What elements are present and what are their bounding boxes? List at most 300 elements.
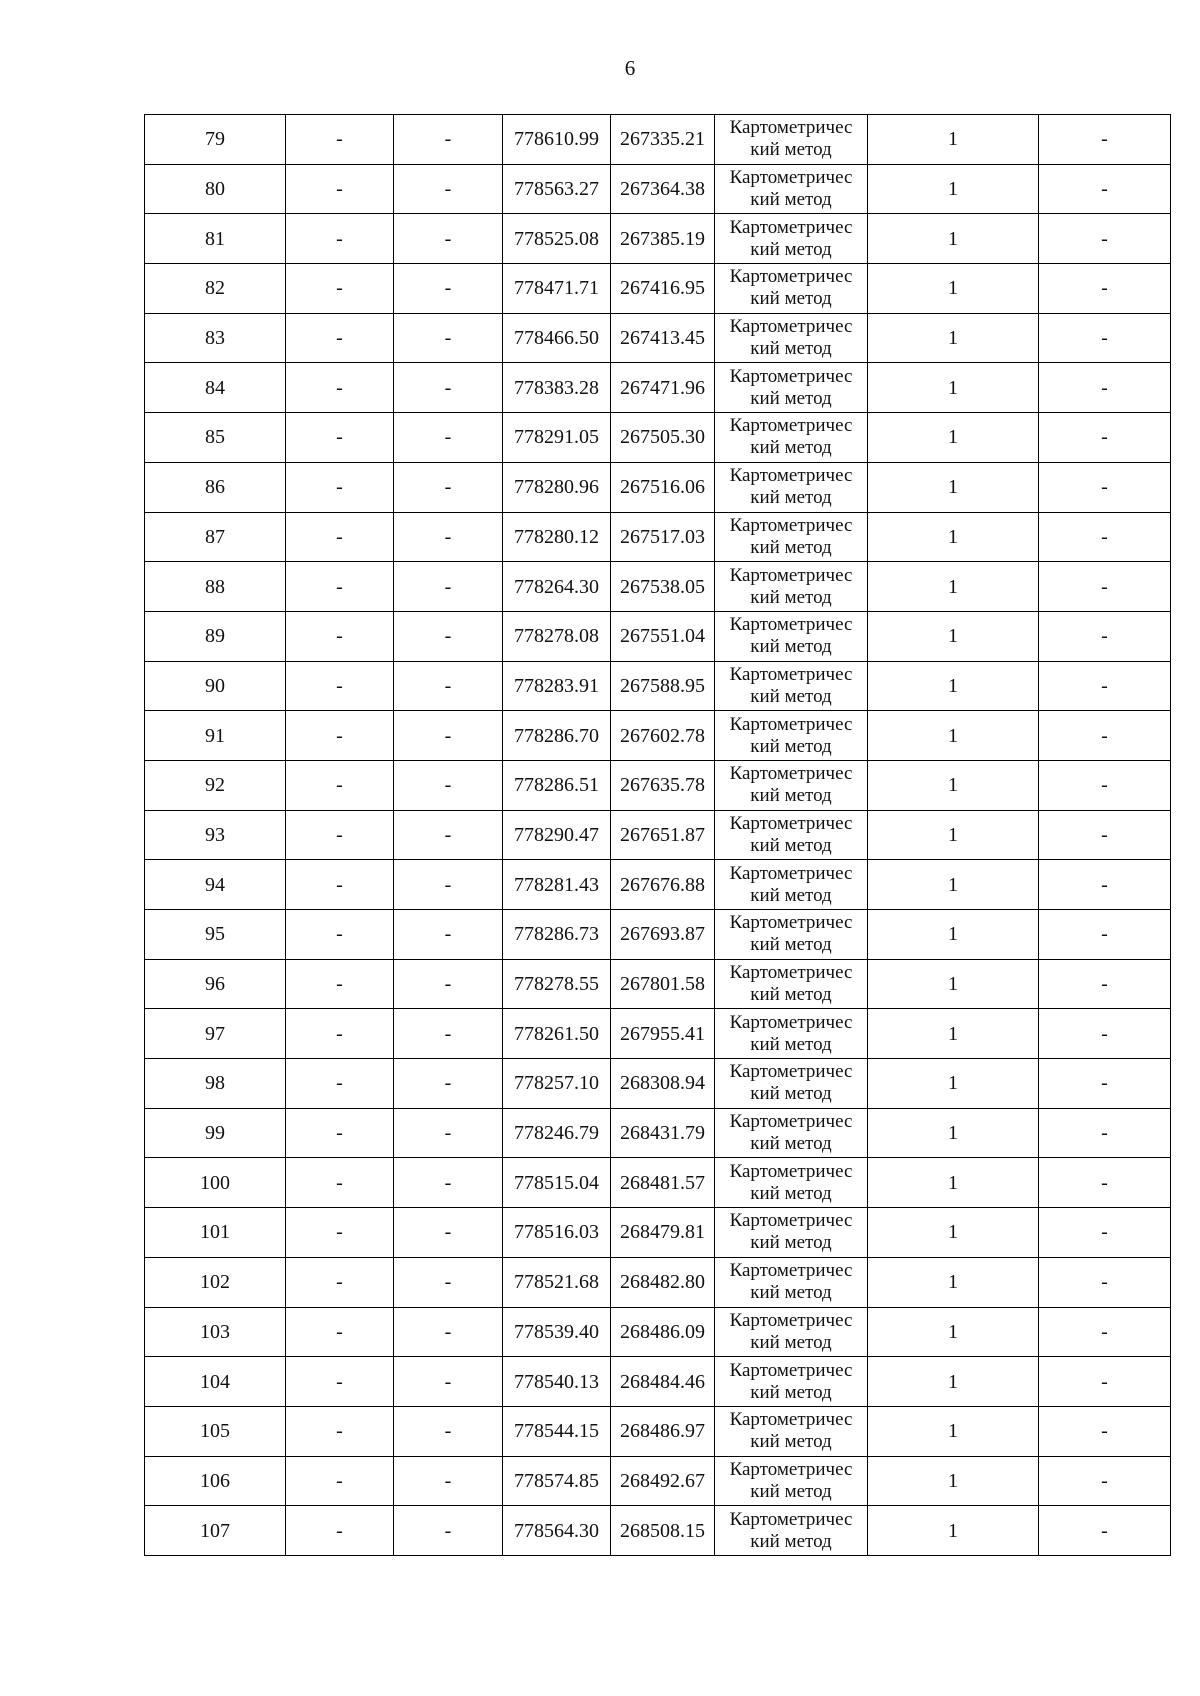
coord-y-cell: 268492.67 [611,1456,715,1506]
method-cell [715,363,868,413]
point-number-cell: 93 [145,810,286,860]
method-line-2: кий метод [750,437,832,459]
empty-dash-cell: - [286,512,394,562]
method-cell [715,910,868,960]
empty-dash-cell: - [286,1357,394,1407]
empty-dash-cell: - [394,959,503,1009]
table-row [145,264,1171,314]
empty-dash-cell: - [1039,910,1171,960]
point-number-cell: 95 [145,910,286,960]
method-line-2: кий метод [750,189,832,211]
point-number-cell: 106 [145,1456,286,1506]
point-number-cell: 83 [145,313,286,363]
accuracy-cell: 1 [868,1307,1039,1357]
point-number-cell: 91 [145,711,286,761]
method-line-2: кий метод [750,1083,832,1105]
table-row [145,413,1171,463]
accuracy-cell: 1 [868,711,1039,761]
method-line-1: Картометричес [729,763,853,785]
coord-x-cell: 778280.96 [503,462,611,512]
empty-dash-cell: - [286,1158,394,1208]
table-row [145,462,1171,512]
method-line-1: Картометричес [729,1061,853,1083]
method-cell [715,313,868,363]
accuracy-cell: 1 [868,1506,1039,1556]
method-line-2: кий метод [750,1282,832,1304]
empty-dash-cell: - [286,363,394,413]
coord-x-cell: 778540.13 [503,1357,611,1407]
coord-y-cell: 268482.80 [611,1257,715,1307]
empty-dash-cell: - [286,760,394,810]
empty-dash-cell: - [1039,810,1171,860]
coord-y-cell: 267516.06 [611,462,715,512]
method-line-2: кий метод [750,487,832,509]
method-line-1: Картометричес [729,614,853,636]
empty-dash-cell: - [1039,313,1171,363]
point-number-cell: 84 [145,363,286,413]
method-cell [715,562,868,612]
coord-y-cell: 267602.78 [611,711,715,761]
coord-x-cell: 778278.08 [503,611,611,661]
empty-dash-cell: - [286,413,394,463]
table-row [145,1307,1171,1357]
table-row [145,1257,1171,1307]
accuracy-cell: 1 [868,1208,1039,1258]
coord-x-cell: 778383.28 [503,363,611,413]
table-row [145,611,1171,661]
method-cell [715,711,868,761]
coord-x-cell: 778246.79 [503,1108,611,1158]
coord-y-cell: 267538.05 [611,562,715,612]
table-row [145,562,1171,612]
empty-dash-cell: - [1039,1108,1171,1158]
table-row [145,313,1171,363]
accuracy-cell: 1 [868,1257,1039,1307]
coord-x-cell: 778525.08 [503,214,611,264]
method-cell [715,1357,868,1407]
accuracy-cell: 1 [868,115,1039,165]
coord-x-cell: 778280.12 [503,512,611,562]
empty-dash-cell: - [394,363,503,413]
empty-dash-cell: - [286,1108,394,1158]
coord-y-cell: 268431.79 [611,1108,715,1158]
empty-dash-cell: - [286,959,394,1009]
coord-x-cell: 778466.50 [503,313,611,363]
method-line-1: Картометричес [729,912,853,934]
table-row [145,959,1171,1009]
empty-dash-cell: - [394,1257,503,1307]
coord-y-cell: 267551.04 [611,611,715,661]
coord-x-cell: 778610.99 [503,115,611,165]
empty-dash-cell: - [286,313,394,363]
coord-x-cell: 778261.50 [503,1009,611,1059]
point-number-cell: 89 [145,611,286,661]
table-row [145,1108,1171,1158]
coord-x-cell: 778281.43 [503,860,611,910]
table-row [145,115,1171,165]
empty-dash-cell: - [1039,1208,1171,1258]
empty-dash-cell: - [394,1059,503,1109]
empty-dash-cell: - [1039,1307,1171,1357]
point-number-cell: 101 [145,1208,286,1258]
method-cell [715,1307,868,1357]
method-line-2: кий метод [750,288,832,310]
table-row [145,1406,1171,1456]
coord-y-cell: 267471.96 [611,363,715,413]
accuracy-cell: 1 [868,1158,1039,1208]
accuracy-cell: 1 [868,860,1039,910]
method-cell [715,611,868,661]
accuracy-cell: 1 [868,760,1039,810]
accuracy-cell: 1 [868,1059,1039,1109]
method-line-2: кий метод [750,1133,832,1155]
coord-x-cell: 778290.47 [503,810,611,860]
empty-dash-cell: - [286,810,394,860]
coord-y-cell: 268486.09 [611,1307,715,1357]
method-line-2: кий метод [750,238,832,260]
method-line-1: Картометричес [729,663,853,685]
method-line-2: кий метод [750,1530,832,1552]
method-cell [715,413,868,463]
method-line-2: кий метод [750,834,832,856]
accuracy-cell: 1 [868,959,1039,1009]
empty-dash-cell: - [394,1456,503,1506]
empty-dash-cell: - [394,164,503,214]
point-number-cell: 92 [145,760,286,810]
table-body [145,115,1171,1556]
empty-dash-cell: - [1039,1059,1171,1109]
coord-y-cell: 267364.38 [611,164,715,214]
accuracy-cell: 1 [868,1456,1039,1506]
method-cell [715,1406,868,1456]
accuracy-cell: 1 [868,910,1039,960]
coord-x-cell: 778516.03 [503,1208,611,1258]
table-row [145,661,1171,711]
accuracy-cell: 1 [868,462,1039,512]
coord-y-cell: 267635.78 [611,760,715,810]
point-number-cell: 80 [145,164,286,214]
method-line-2: кий метод [750,884,832,906]
empty-dash-cell: - [286,661,394,711]
empty-dash-cell: - [1039,512,1171,562]
method-line-2: кий метод [750,586,832,608]
empty-dash-cell: - [1039,1158,1171,1208]
empty-dash-cell: - [394,910,503,960]
table-row [145,860,1171,910]
method-cell [715,115,868,165]
empty-dash-cell: - [286,264,394,314]
empty-dash-cell: - [1039,1406,1171,1456]
empty-dash-cell: - [1039,1357,1171,1407]
method-line-1: Картометричес [729,1409,853,1431]
table-row [145,363,1171,413]
coord-x-cell: 778515.04 [503,1158,611,1208]
table-row [145,1506,1171,1556]
method-line-2: кий метод [750,984,832,1006]
empty-dash-cell: - [286,1208,394,1258]
empty-dash-cell: - [286,910,394,960]
coord-y-cell: 267505.30 [611,413,715,463]
point-number-cell: 103 [145,1307,286,1357]
coord-y-cell: 267517.03 [611,512,715,562]
point-number-cell: 88 [145,562,286,612]
coord-y-cell: 267588.95 [611,661,715,711]
coord-y-cell: 267335.21 [611,115,715,165]
accuracy-cell: 1 [868,611,1039,661]
coord-y-cell: 268486.97 [611,1406,715,1456]
method-line-1: Картометричес [729,1011,853,1033]
method-cell [715,1108,868,1158]
table-row [145,760,1171,810]
accuracy-cell: 1 [868,363,1039,413]
coord-x-cell: 778286.51 [503,760,611,810]
point-number-cell: 102 [145,1257,286,1307]
accuracy-cell: 1 [868,1108,1039,1158]
point-number-cell: 79 [145,115,286,165]
method-line-1: Картометричес [729,564,853,586]
coord-x-cell: 778278.55 [503,959,611,1009]
empty-dash-cell: - [1039,115,1171,165]
method-line-2: кий метод [750,387,832,409]
accuracy-cell: 1 [868,164,1039,214]
method-line-2: кий метод [750,1381,832,1403]
empty-dash-cell: - [1039,1257,1171,1307]
empty-dash-cell: - [1039,959,1171,1009]
coord-y-cell: 267801.58 [611,959,715,1009]
method-line-1: Картометричес [729,1160,853,1182]
coord-y-cell: 267955.41 [611,1009,715,1059]
empty-dash-cell: - [286,1406,394,1456]
point-number-cell: 99 [145,1108,286,1158]
empty-dash-cell: - [394,1506,503,1556]
coord-x-cell: 778471.71 [503,264,611,314]
coord-x-cell: 778264.30 [503,562,611,612]
empty-dash-cell: - [1039,1009,1171,1059]
empty-dash-cell: - [394,1208,503,1258]
empty-dash-cell: - [1039,562,1171,612]
method-cell [715,1257,868,1307]
method-line-1: Картометричес [729,1260,853,1282]
empty-dash-cell: - [286,1506,394,1556]
method-line-2: кий метод [750,1033,832,1055]
method-line-2: кий метод [750,636,832,658]
table-row [145,810,1171,860]
accuracy-cell: 1 [868,1357,1039,1407]
accuracy-cell: 1 [868,562,1039,612]
empty-dash-cell: - [394,760,503,810]
empty-dash-cell: - [394,214,503,264]
accuracy-cell: 1 [868,214,1039,264]
point-number-cell: 82 [145,264,286,314]
point-number-cell: 86 [145,462,286,512]
method-line-1: Картометричес [729,1309,853,1331]
empty-dash-cell: - [286,611,394,661]
empty-dash-cell: - [394,115,503,165]
method-cell [715,1208,868,1258]
method-cell [715,1456,868,1506]
accuracy-cell: 1 [868,1009,1039,1059]
coord-x-cell: 778564.30 [503,1506,611,1556]
empty-dash-cell: - [394,860,503,910]
method-line-1: Картометричес [729,1458,853,1480]
method-line-2: кий метод [750,1331,832,1353]
empty-dash-cell: - [1039,214,1171,264]
empty-dash-cell: - [286,1009,394,1059]
coord-x-cell: 778286.70 [503,711,611,761]
method-cell [715,810,868,860]
method-line-1: Картометричес [729,117,853,139]
table-row [145,512,1171,562]
empty-dash-cell: - [1039,164,1171,214]
point-number-cell: 97 [145,1009,286,1059]
empty-dash-cell: - [394,810,503,860]
point-number-cell: 105 [145,1406,286,1456]
empty-dash-cell: - [286,711,394,761]
method-cell [715,1158,868,1208]
point-number-cell: 98 [145,1059,286,1109]
coord-x-cell: 778283.91 [503,661,611,711]
empty-dash-cell: - [1039,661,1171,711]
accuracy-cell: 1 [868,1406,1039,1456]
coord-y-cell: 267676.88 [611,860,715,910]
method-cell [715,512,868,562]
method-line-2: кий метод [750,785,832,807]
point-number-cell: 94 [145,860,286,910]
coord-y-cell: 268481.57 [611,1158,715,1208]
table-row [145,1456,1171,1506]
empty-dash-cell: - [1039,860,1171,910]
method-line-1: Картометричес [729,216,853,238]
method-line-2: кий метод [750,338,832,360]
table-row [145,1208,1171,1258]
empty-dash-cell: - [394,313,503,363]
empty-dash-cell: - [394,413,503,463]
coord-y-cell: 268508.15 [611,1506,715,1556]
accuracy-cell: 1 [868,512,1039,562]
empty-dash-cell: - [286,1456,394,1506]
coord-y-cell: 267413.45 [611,313,715,363]
method-cell [715,760,868,810]
coord-x-cell: 778539.40 [503,1307,611,1357]
empty-dash-cell: - [394,661,503,711]
empty-dash-cell: - [394,1307,503,1357]
empty-dash-cell: - [1039,1506,1171,1556]
point-number-cell: 90 [145,661,286,711]
table-row [145,214,1171,264]
empty-dash-cell: - [394,264,503,314]
coord-y-cell: 268308.94 [611,1059,715,1109]
coord-x-cell: 778544.15 [503,1406,611,1456]
table-row [145,164,1171,214]
empty-dash-cell: - [1039,363,1171,413]
table-row [145,1009,1171,1059]
coord-y-cell: 267693.87 [611,910,715,960]
table-row [145,711,1171,761]
method-line-1: Картометричес [729,1111,853,1133]
coord-x-cell: 778291.05 [503,413,611,463]
empty-dash-cell: - [286,1307,394,1357]
method-line-1: Картометричес [729,465,853,487]
accuracy-cell: 1 [868,661,1039,711]
empty-dash-cell: - [1039,413,1171,463]
empty-dash-cell: - [394,1108,503,1158]
coord-y-cell: 267385.19 [611,214,715,264]
coord-x-cell: 778286.73 [503,910,611,960]
method-cell [715,860,868,910]
method-line-1: Картометричес [729,1359,853,1381]
page-number: 6 [624,56,636,80]
method-line-2: кий метод [750,735,832,757]
method-line-1: Картометричес [729,1508,853,1530]
method-line-1: Картометричес [729,167,853,189]
point-number-cell: 107 [145,1506,286,1556]
empty-dash-cell: - [394,711,503,761]
method-cell [715,661,868,711]
accuracy-cell: 1 [868,413,1039,463]
empty-dash-cell: - [394,562,503,612]
method-line-2: кий метод [750,536,832,558]
empty-dash-cell: - [394,1158,503,1208]
coord-x-cell: 778521.68 [503,1257,611,1307]
coord-x-cell: 778257.10 [503,1059,611,1109]
method-line-1: Картометричес [729,514,853,536]
method-line-1: Картометричес [729,316,853,338]
empty-dash-cell: - [286,1257,394,1307]
coord-y-cell: 268484.46 [611,1357,715,1407]
accuracy-cell: 1 [868,810,1039,860]
empty-dash-cell: - [286,115,394,165]
empty-dash-cell: - [1039,760,1171,810]
method-line-2: кий метод [750,1431,832,1453]
empty-dash-cell: - [286,214,394,264]
empty-dash-cell: - [394,1357,503,1407]
method-line-2: кий метод [750,1232,832,1254]
table-row [145,910,1171,960]
method-line-1: Картометричес [729,266,853,288]
method-cell [715,959,868,1009]
point-number-cell: 87 [145,512,286,562]
coord-x-cell: 778574.85 [503,1456,611,1506]
empty-dash-cell: - [1039,462,1171,512]
table-row [145,1357,1171,1407]
method-cell [715,264,868,314]
method-line-1: Картометричес [729,1210,853,1232]
table-row [145,1059,1171,1109]
method-line-2: кий метод [750,1182,832,1204]
empty-dash-cell: - [286,1059,394,1109]
empty-dash-cell: - [1039,264,1171,314]
empty-dash-cell: - [1039,711,1171,761]
coord-x-cell: 778563.27 [503,164,611,214]
point-number-cell: 104 [145,1357,286,1407]
method-line-2: кий метод [750,1480,832,1502]
empty-dash-cell: - [286,562,394,612]
empty-dash-cell: - [394,611,503,661]
point-number-cell: 96 [145,959,286,1009]
empty-dash-cell: - [394,1406,503,1456]
method-cell [715,214,868,264]
method-line-1: Картометричес [729,415,853,437]
coord-y-cell: 268479.81 [611,1208,715,1258]
coord-y-cell: 267651.87 [611,810,715,860]
table-row [145,1158,1171,1208]
coordinates-table [144,114,1171,1556]
coord-y-cell: 267416.95 [611,264,715,314]
point-number-cell: 85 [145,413,286,463]
method-line-2: кий метод [750,934,832,956]
empty-dash-cell: - [286,462,394,512]
empty-dash-cell: - [1039,1456,1171,1506]
